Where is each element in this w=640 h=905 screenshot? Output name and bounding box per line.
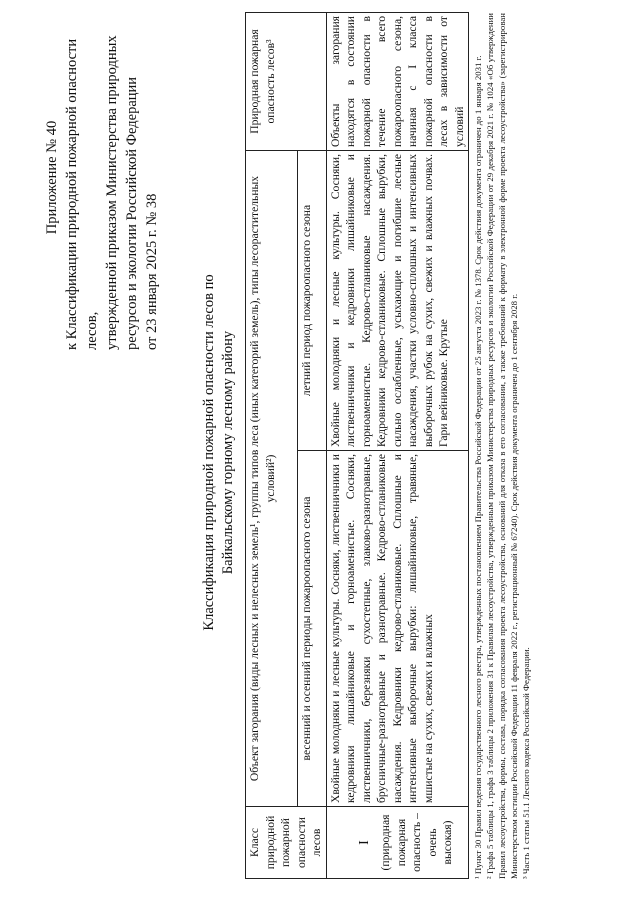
appendix-number: Приложение № 40 — [44, 120, 60, 235]
appendix-line: ресурсов и экологии Российской Федерации — [124, 76, 140, 350]
summer-cell: Хвойные молодняки и лесные культуры. Сосняки, лиственничники и кедровники лишайниковые и горноаменистые. Кедрово-стланиковые насаждения. Кедровники кедрово-стланиковые. Сплошные вырубки, сильно ослабленные, усыхающие и погибшие лесные насаждения, участки условно-сплошных и интенсивных выборочных рубок на сухих, свежих и влажных почвах. Гари вейниковые. Крутые — [326, 150, 469, 450]
appendix-line: от 23 января 2025 г. № 38 — [144, 193, 160, 350]
classification-table — [245, 12, 469, 879]
appendix-line: к Классификации природной пожарной опасности лесов, — [64, 38, 100, 350]
footnote-2: ² Графа 5 таблицы 1, графа 3 таблицы 2 приложения 31 к Правилам лесоустройства, утвержденным приказом Министерства природных ресурсов и экологии Российской Федерации от 29 декабря 2021 г. № 1024 «Об утверждении Правил лесоустройства, формы, состава, порядка согласования проекта лесоустройства, оснований для отказа в его согласовании, а также требований к формату в электронной форме проекта лесоустройства» (зарегистрирован Министерством юстиции Российской Федерации 11 февраля 2022 г., регистрационный № 67240). Срок действия документа ограничен до 1 сентября 2028 г. — [485, 13, 519, 879]
appendix-block — [42, 5, 162, 350]
conditions-cell: Объекты загорания находятся в состоянии пожарной опасности в течение всего пожароопасного сезона, начиная с I класса пожарной опасности в лесах в зависимости от условий — [326, 12, 469, 150]
appendix-line: утвержденной приказом Министерства природных — [104, 35, 120, 350]
title-line: Байкальскому горному лесному району — [220, 330, 236, 575]
class-numeral: I — [356, 840, 372, 845]
title-line: Классификация природной пожарной опасности лесов по — [201, 274, 217, 631]
spring-autumn-cell: Хвойные молодняки и лесные культуры. Сосняки, лиственничники и кедровники лишайниковые и горноаменистые. Сосняки, лиственничники, березняки сухостепные, злаково-разнотравные, брусничные-разнотравные и разнотравные. Кедрово-стланиковые насаждения. Кедровники кедрово-стланиковые. Сплошные и интенсивные выборочные вырубки: лишайниковые, травяные, мшистые на сухих, свежих и влажных — [326, 451, 469, 807]
header-summer: летний период пожароопасного сезона — [298, 150, 326, 450]
class-cell — [326, 807, 469, 879]
footnotes — [472, 13, 532, 879]
header-conditions: Природная пожарная опасность лесов³ — [246, 12, 327, 150]
class-label: (природная пожарная опасность – очень высокая) — [379, 813, 454, 872]
table-header-row — [246, 12, 298, 878]
footnote-1: ¹ Пункт 30 Правил ведения государственного лесного реестра, утвержденных постановлением Правительства Российской Федерации от 25 августа 2023 г. № 1378. Срок действия документа ограничен до 1 января 2031 г. — [473, 55, 483, 879]
document-title — [200, 200, 238, 705]
header-class: Класс природной пожарной опасности лесов — [246, 807, 327, 879]
header-object: Объект загорания (виды лесных и нелесных земель¹, группы типов леса (иных категорий земель), типы лесорастительных условий²) — [246, 150, 298, 806]
footnote-3: ³ Часть 1 статьи 51.1 Лесного кодекса Российской Федерации. — [521, 647, 531, 879]
table-row — [326, 12, 469, 878]
header-spring-autumn: весенний и осенний периоды пожароопасного сезона — [298, 451, 326, 807]
footnote-divider — [468, 729, 469, 879]
